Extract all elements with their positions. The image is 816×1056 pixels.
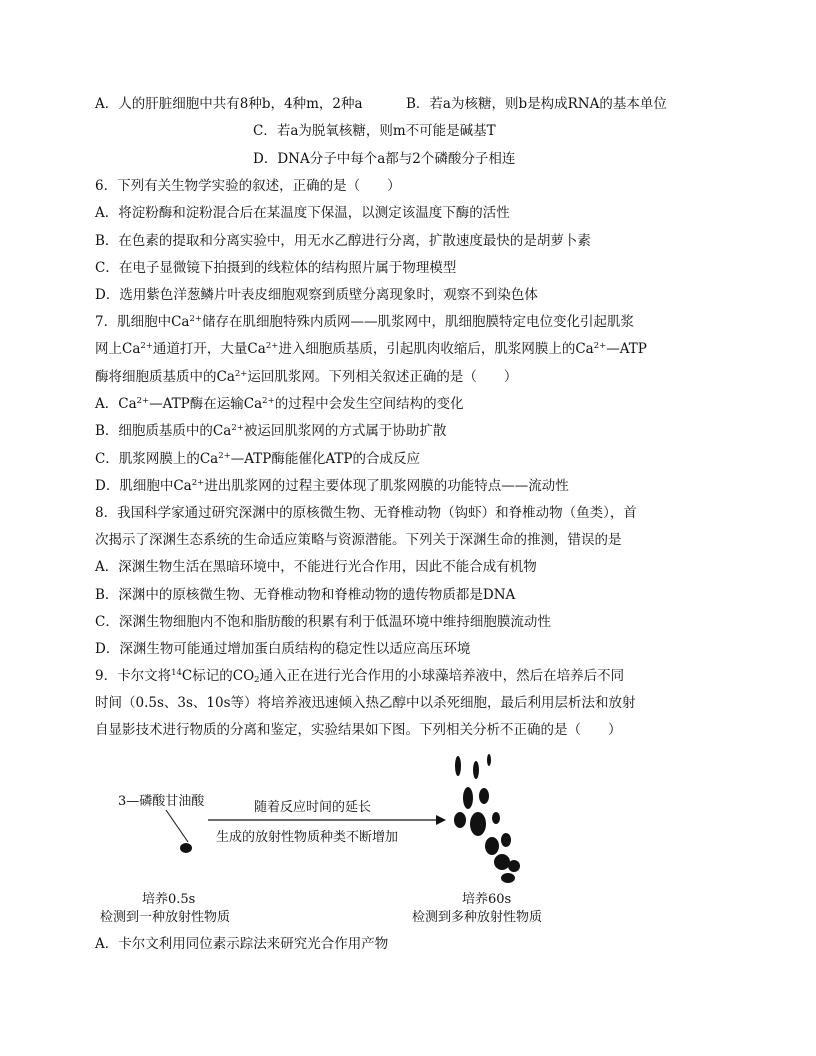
spot [501,833,511,847]
q7-option-c [95,449,420,469]
q8-option-a-text: A．深渊生物生活在黑暗环境中，不能进行光合作用，因此不能合成有机物 [95,559,537,575]
q8-text: 8．我国科学家通过研究深渊中的原核微生物、无脊椎动物（钩虾）和脊椎动物（鱼类），首 [95,505,637,521]
ion-charge: 2+ [189,314,202,324]
q5-option-b-text: B．若a为核糖，则b是构成RNA的基本单位 [406,96,667,112]
q7-stem-line-2 [95,339,647,359]
q6-option-a-text: A．将淀粉酶和淀粉混合后在某温度下保温，以测定该温度下酶的活性 [95,205,510,221]
q7-text: 网上Ca [95,341,141,357]
q7-text: 7．肌细胞中Ca [95,314,190,330]
spot [485,837,499,855]
q8-option-b [95,585,515,605]
q8-option-c-text: C．深渊生物细胞内不饱和脂肪酸的积累有利于低温环境中维持细胞膜流动性 [95,614,551,630]
q7-option-d [95,476,569,496]
q5-option-c-text: C．若a为脱氧核糖，则m不可能是碱基T [253,123,496,139]
q9-text: 通入正在进行光合作用的小球藻培养液中，然后在培养后不同 [259,668,625,684]
q5-option-a [95,94,363,114]
figure-graphics [108,748,548,888]
spot [455,756,461,776]
q6-option-c-text: C．在电子显微镜下拍摄到的线粒体的结构照片属于物理模型 [95,260,457,276]
spot [470,812,486,836]
q9-stem-line-3 [95,720,622,740]
figure-left-time: 培养0.5s [142,892,196,907]
q8-stem-line-1 [95,503,637,523]
q7-option-b-text: 被运回肌浆网的方式属于协助扩散 [243,423,447,439]
q6-option-d-text: D．选用紫色洋葱鳞片叶表皮细胞观察到质壁分离现象时，观察不到染色体 [95,287,538,303]
q6-stem [95,176,401,196]
q5-option-d [253,149,515,169]
q8-option-a [95,557,537,577]
q9-text: 9．卡尔文将 [95,668,172,684]
q7-text: 酶将细胞质基质中的Ca [95,369,235,385]
q7-option-a [95,394,464,414]
q7-stem-line-1 [95,312,634,332]
q6-stem-text: 6．下列有关生物学实验的叙述，正确的是（ ） [95,178,401,194]
single-spot [180,843,192,853]
q8-option-d-text: D．深渊生物可能通过增加蛋白质结构的稳定性以适应高压环境 [95,641,471,657]
ion-charge: 2+ [136,396,150,406]
q8-option-d [95,639,470,659]
q7-text: 进入细胞质基质，引起肌肉收缩后，肌浆网膜上的Ca [278,341,594,357]
q7-option-a-text: —ATP酶在运输Ca [149,396,263,412]
q9-text: 时间（0.5s、3s、10s等）将培养液迅速倾入热乙醇中以杀死细胞，最后利用层析法和放射 [95,695,636,711]
ion-charge: 2+ [140,341,153,351]
q7-text: 通道打开，大量Ca [152,341,266,357]
spot [501,873,515,883]
q7-option-a-text: 的过程中会发生空间结构的变化 [274,396,464,412]
spot [508,860,520,872]
ion-charge: 2+ [191,478,205,488]
q9-option-a-text: A．卡尔文利用同位素示踪法来研究光合作用产物 [95,936,389,952]
q9-stem-line-1 [95,666,624,686]
q5-option-d-text: D．DNA分子中每个a都与2个磷酸分子相连 [253,151,516,167]
figure-arrow-bottom-text: 生成的放射性物质种类不断增加 [216,830,399,845]
ion-charge: 2+ [593,341,607,351]
time-arrow-head [436,815,446,825]
q6-option-b-text: B．在色素的提取和分离实验中，用无水乙醇进行分离，扩散速度最快的是胡萝卜素 [95,233,591,249]
ion-charge: 2+ [218,451,231,461]
q8-option-c [95,612,551,632]
ion-charge: 2+ [262,396,275,406]
q9-text: 自显影技术进行物质的分离和鉴定，实验结果如下图。下列相关分析不正确的是（ ） [95,722,622,738]
ion-charge: 2+ [234,369,248,379]
q6-option-a [95,203,510,223]
spot [479,788,489,804]
q9-stem-line-2 [95,693,636,713]
spot [494,854,510,870]
figure-left-label: 3—磷酸甘油酸 [118,794,205,809]
q7-stem-line-3 [95,367,517,387]
spot [463,787,473,809]
q7-text: 运回肌浆网。下列相关叙述正确的是（ ） [247,369,518,385]
q6-option-b [95,231,591,251]
q5-option-c [253,121,496,141]
q6-option-d [95,285,538,305]
ion-charge: 2+ [231,423,244,433]
spot [454,812,466,828]
q7-option-b [95,421,446,441]
q7-text: 储存在肌细胞特殊内质网——肌浆网中，肌细胞膜特定电位变化引起肌浆 [202,314,634,330]
figure-right-desc: 检测到多种放射性物质 [412,910,543,925]
spot [492,812,500,824]
figure-arrow-top-text: 随着反应时间的延长 [254,800,372,815]
q8-text: 次揭示了深渊生态系统的生命适应策略与资源潜能。下列关于深渊生命的推测，错误的是 [95,532,622,548]
figure-right-time: 培养60s [462,892,512,907]
q8-option-b-text: B．深渊中的原核微生物、无脊椎动物和脊椎动物的遗传物质都是DNA [95,587,516,603]
ion-charge: 2+ [265,341,279,351]
q7-option-d-text: 进出肌浆网的过程主要体现了肌浆网膜的功能特点——流动性 [204,478,569,494]
isotope-mass: 14 [171,668,182,678]
multi-spot-cluster [454,754,520,883]
figure-left-desc: 检测到一种放射性物质 [100,910,231,925]
q7-option-d-text: D．肌细胞中Ca [95,478,192,494]
q7-option-c-text: —ATP酶能催化ATP的合成反应 [230,451,420,467]
q5-option-b [406,94,667,114]
q7-text: —ATP [606,341,647,357]
q8-stem-line-2 [95,530,622,550]
q7-option-a-text: A．Ca [95,396,137,412]
spot [473,761,479,779]
label-pointer-line [166,810,188,842]
q9-option-a [95,934,388,954]
chromatography-figure [100,748,548,928]
q7-option-b-text: B．细胞质基质中的Ca [95,423,232,439]
q5-option-a-text: A．人的肝脏细胞中共有8种b，4种m，2种a [95,96,363,112]
q9-text: C标记的CO [181,668,255,684]
q7-option-c-text: C．肌浆网膜上的Ca [95,451,219,467]
spot [487,754,491,766]
subscript: 2 [254,675,260,685]
q6-option-c [95,258,456,278]
